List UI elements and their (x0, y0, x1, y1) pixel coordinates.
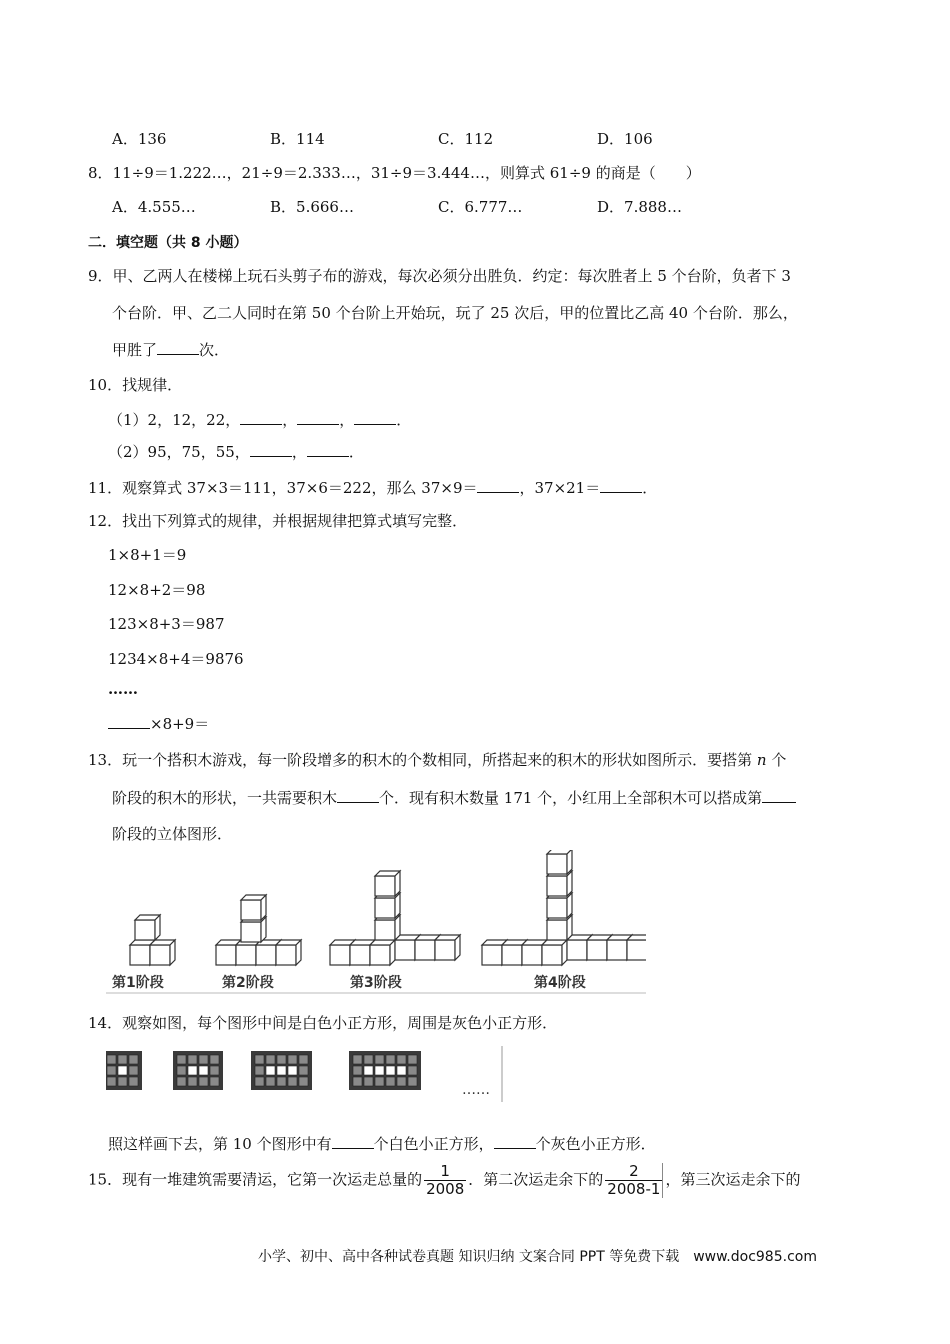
gray-square (177, 1077, 186, 1086)
stage-1-label: 第1阶段 (112, 975, 164, 991)
stage-4-blocks (482, 850, 646, 965)
stage-3-blocks (330, 871, 460, 965)
gray-square (188, 1055, 197, 1064)
gray-square (255, 1055, 264, 1064)
gray-square (386, 1077, 395, 1086)
q14-figure-4 (349, 1051, 421, 1090)
q14-squares-figure (106, 1044, 506, 1104)
q13-line1-text: 13．玩一个搭积木游戏，每一阶段增多的积木的个数相同，所搭起来的积木的形状如图所示．要搭第 (88, 751, 753, 769)
q15-text-c: ，第三次运走余下的 (665, 1170, 801, 1189)
q12-ellipsis: …… (108, 680, 138, 698)
gray-square (408, 1055, 417, 1064)
q12-line-1: 1×8+1＝9 (108, 546, 187, 564)
gray-square (408, 1077, 417, 1086)
white-square (199, 1066, 208, 1075)
q9-blank[interactable] (157, 342, 199, 355)
q9-text-b: 次． (199, 341, 230, 359)
gray-square (397, 1077, 406, 1086)
q10-title: 10．找规律． (88, 376, 183, 394)
gray-square (118, 1055, 127, 1064)
white-square (375, 1066, 384, 1075)
gray-square (364, 1077, 373, 1086)
gray-square (408, 1066, 417, 1075)
stage-2-label: 第2阶段 (222, 975, 274, 991)
gray-square (375, 1077, 384, 1086)
gray-square (255, 1066, 264, 1075)
gray-square (199, 1077, 208, 1086)
q13-blocks-figure (106, 850, 646, 998)
gray-square (299, 1077, 308, 1086)
gray-square (210, 1066, 219, 1075)
white-square (277, 1066, 286, 1075)
q12-last-text: ×8+9＝ (150, 715, 210, 733)
gray-square (299, 1066, 308, 1075)
q10-part2-blank-2[interactable] (307, 444, 349, 457)
stage-4-label: 第4阶段 (534, 975, 586, 991)
white-square (266, 1066, 275, 1075)
q10-sep: ， (282, 411, 298, 429)
gray-square (177, 1066, 186, 1075)
gray-square (129, 1055, 138, 1064)
q7-option-b: B．114 (270, 130, 325, 148)
q8-text: 8．11÷9＝1.222…，21÷9＝2.333…，31÷9＝3.444…，则算式 61÷9 的商是（ ） (88, 164, 701, 182)
gray-square (210, 1055, 219, 1064)
q11-text-b: ，37×21＝ (519, 479, 601, 497)
white-square (397, 1066, 406, 1075)
gray-square (188, 1077, 197, 1086)
q14-figure-1 (106, 1051, 142, 1090)
q14-figure-2 (173, 1051, 223, 1090)
q12-last (108, 713, 209, 734)
q8-option-b: B．5.666… (270, 198, 354, 216)
q13-line2a: 阶段的积木的形状，一共需要积木 (112, 789, 338, 807)
gray-square (255, 1077, 264, 1086)
stage-3-label: 第3阶段 (350, 975, 402, 991)
gray-square (375, 1055, 384, 1064)
q14-blank-1[interactable] (332, 1136, 374, 1149)
q11-blank-1[interactable] (477, 480, 519, 493)
white-square (364, 1066, 373, 1075)
footer-text: 小学、初中、高中各种试卷真题 知识归纳 文案合同 PPT 等免费下载 www.doc985.com (258, 1249, 817, 1265)
q7-option-a: A．136 (112, 130, 167, 148)
gray-square (266, 1077, 275, 1086)
q8-option-a: A．4.555… (112, 198, 196, 216)
gray-square (210, 1077, 219, 1086)
q10-part1-text: （1）2，12，22， (108, 411, 241, 429)
stage-2-blocks (216, 895, 301, 965)
q12-title: 12．找出下列算式的规律，并根据规律把算式填写完整． (88, 512, 468, 530)
q10-sep: ， (339, 411, 355, 429)
q7-option-c: C．112 (438, 130, 494, 148)
q15-f2-num: 2 (629, 1162, 639, 1180)
white-square (288, 1066, 297, 1075)
gray-square (299, 1055, 308, 1064)
q8-option-c: C．6.777… (438, 198, 523, 216)
q12-blank[interactable] (108, 716, 150, 729)
gray-square (129, 1077, 138, 1086)
q9-line3 (112, 339, 229, 360)
q10-sep: ， (291, 443, 307, 461)
q10-part1-blank-2[interactable] (297, 412, 339, 425)
q12-line-2: 12×8+2＝98 (108, 581, 206, 599)
q11-text-c: ． (642, 479, 658, 497)
q14-answer-b: 个白色小正方形， (373, 1135, 494, 1153)
q15-f1-den: 2008 (426, 1180, 465, 1198)
q12-line-3: 123×8+3＝987 (108, 615, 225, 633)
q13-line2b: 个．现有积木数量 171 个，小红用上全部积木可以搭成第 (379, 789, 763, 807)
gray-square (107, 1055, 116, 1064)
q14-answer-c: 个灰色小正方形． (535, 1135, 656, 1153)
gray-square (353, 1055, 362, 1064)
stage-1-blocks (130, 915, 175, 965)
white-square (386, 1066, 395, 1075)
gray-square (277, 1077, 286, 1086)
q10-part1-blank-3[interactable] (354, 412, 396, 425)
q13-line3: 阶段的立体图形． (112, 825, 233, 843)
q10-part2-blank-1[interactable] (250, 444, 292, 457)
gray-square (118, 1077, 127, 1086)
gray-square (107, 1066, 116, 1075)
q10-part1-blank-1[interactable] (240, 412, 282, 425)
q10-part2 (108, 441, 364, 462)
q15-f1-num: 1 (440, 1162, 450, 1180)
q10-part2-text: （2）95，75，55， (108, 443, 250, 461)
white-square (118, 1066, 127, 1075)
gray-square (199, 1055, 208, 1064)
q11-text (88, 477, 657, 498)
q15-fraction-2 (605, 1163, 663, 1198)
q11-text-a: 11．观察算式 37×3＝111，37×6＝222，那么 37×9＝ (88, 479, 478, 497)
q8-option-d: D．7.888… (597, 198, 682, 216)
q13-line2 (112, 787, 796, 808)
q10-part1 (108, 409, 411, 430)
q15-f2-den: 2008-1 (607, 1180, 661, 1198)
q9-text-a: 甲胜了 (112, 341, 158, 359)
q14-text: 14．观察如图，每个图形中间是白色小正方形，周围是灰色小正方形． (88, 1014, 558, 1032)
gray-square (277, 1055, 286, 1064)
q14-answer-a: 照这样画下去，第 10 个图形中有 (108, 1135, 332, 1153)
q10-end: ． (348, 443, 364, 461)
gray-square (107, 1077, 116, 1086)
q12-line-4: 1234×8+4＝9876 (108, 650, 244, 668)
gray-square (129, 1066, 138, 1075)
gray-square (386, 1055, 395, 1064)
q13-line1 (88, 749, 786, 770)
q15-text-b: ．第二次运走余下的 (468, 1170, 604, 1189)
q13-blank-2[interactable] (762, 790, 796, 803)
q11-blank-2[interactable] (600, 480, 642, 493)
gray-square (353, 1066, 362, 1075)
q14-answer (108, 1133, 656, 1154)
gray-square (288, 1077, 297, 1086)
gray-square (266, 1055, 275, 1064)
q14-dots: …… (462, 1082, 490, 1098)
q10-end: ． (396, 411, 412, 429)
q15-text-a: 15．现有一堆建筑需要清运，它第一次运走总量的 (88, 1170, 423, 1189)
gray-square (288, 1055, 297, 1064)
gray-square (353, 1077, 362, 1086)
gray-square (397, 1055, 406, 1064)
q13-n: n (756, 751, 767, 769)
q15-text (88, 1163, 800, 1198)
q15-fraction-1 (424, 1163, 466, 1198)
q13-line1b: 个 (771, 751, 787, 769)
gray-square (177, 1055, 186, 1064)
white-square (188, 1066, 197, 1075)
q13-blank-1[interactable] (337, 790, 379, 803)
q14-figure-3 (251, 1051, 312, 1090)
q9-line2: 个台阶．甲、乙二人同时在第 50 个台阶上开始玩，玩了 25 次后，甲的位置比乙高 40 个台阶．那么， (112, 304, 798, 322)
gray-square (364, 1055, 373, 1064)
q14-blank-2[interactable] (494, 1136, 536, 1149)
q9-line1: 9．甲、乙两人在楼梯上玩石头剪子布的游戏，每次必须分出胜负．约定：每次胜者上 5 个台阶，负者下 3 (88, 267, 791, 285)
section-heading: 二．填空题（共 8 小题） (88, 235, 248, 251)
q7-option-d: D．106 (597, 130, 653, 148)
